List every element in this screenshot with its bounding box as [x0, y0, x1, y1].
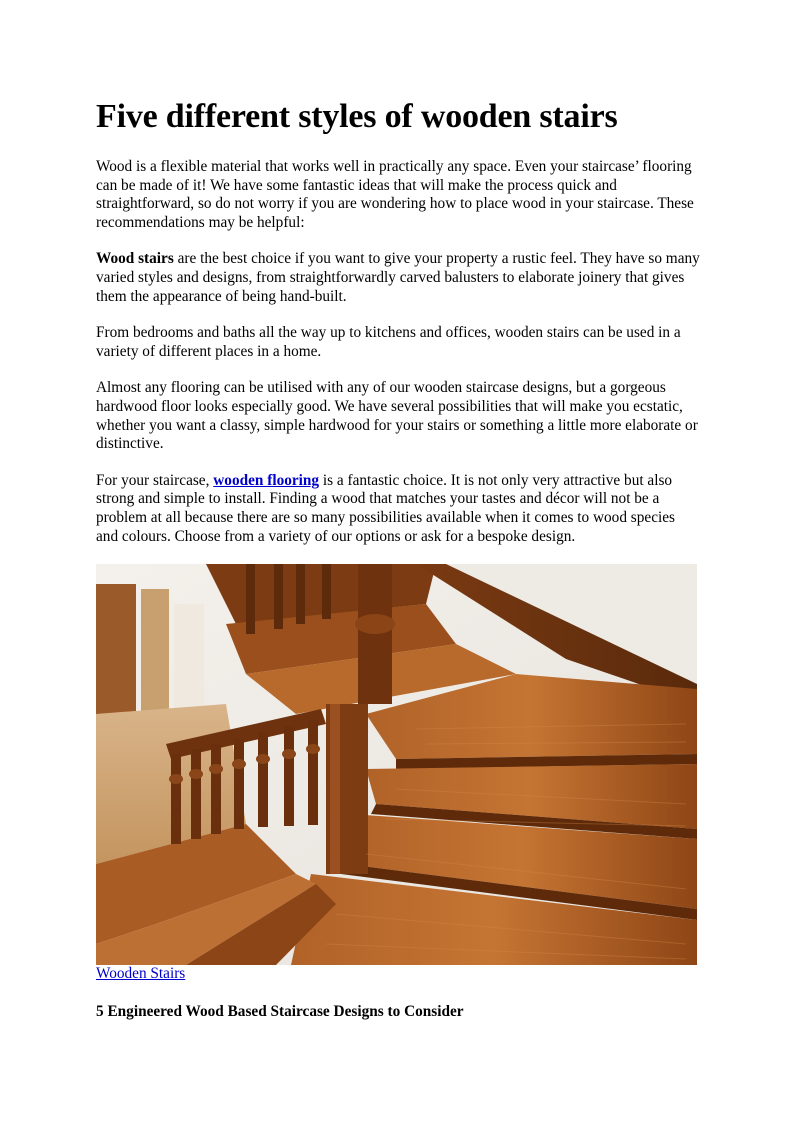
flooring-paragraph: Almost any flooring can be utilised with any of our wooden staircase designs, but a gorgeous hardwood floor looks especially good. We have several possibilities that will make you ecstatic, whether you want a classy, simple hardwood for your stairs or something a little more elaborate or distinctive.: [96, 379, 698, 453]
wood-stairs-lead: Wood stairs: [96, 250, 174, 268]
page-title: Five different styles of wooden stairs: [96, 98, 618, 135]
wooden-stairs-caption-link[interactable]: Wooden Stairs: [96, 965, 186, 983]
document-page: [96, 96, 700, 1021]
wooden-flooring-link[interactable]: wooden flooring: [213, 471, 320, 489]
image-caption: [96, 965, 700, 983]
section-subheading: 5 Engineered Wood Based Staircase Designs to Consider: [96, 1003, 464, 1021]
paragraph-text-after: is a fantastic choice. It is not only very attractive but also strong and simple to install. Finding a wood that matches your tastes and décor will not be a problem at all because there are so many possibilities available when it comes to wood species and colours. Choose from a variety of our options or ask for a bespoke design.: [96, 471, 675, 545]
intro-paragraph: Wood is a flexible material that works well in practically any space. Even your staircase’ flooring can be made of it! We have some fantastic ideas that will make the process quick and straightforward, so do not worry if you are wondering how to place wood in your staircase. These recommendations may be helpful:: [96, 158, 694, 231]
wooden-stairs-photo: [96, 564, 697, 965]
rooms-paragraph: From bedrooms and baths all the way up to kitchens and offices, wooden stairs can be used in a variety of different places in a home.: [96, 324, 681, 360]
wood-stairs-paragraph: [96, 250, 700, 306]
wood-stairs-text: are the best choice if you want to give your property a rustic feel. They have so many varied styles and designs, from straightforwardly carved balusters to elaborate joinery that gives them the appearance of being hand-built.: [96, 250, 700, 305]
paragraph-text-before: For your staircase,: [96, 471, 214, 489]
wooden-flooring-paragraph: [96, 472, 700, 546]
